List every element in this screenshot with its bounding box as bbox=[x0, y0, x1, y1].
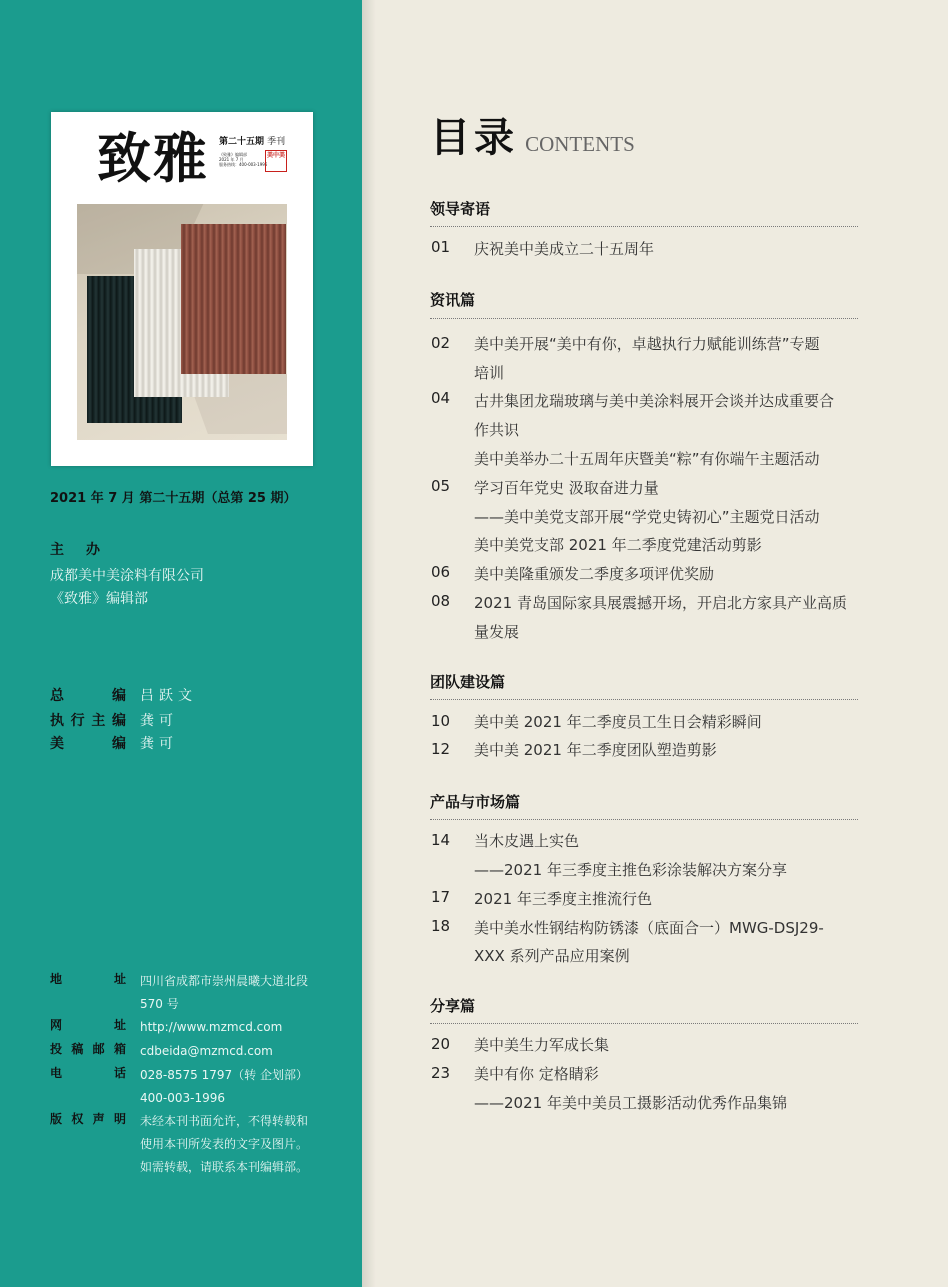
toc-entry[interactable]: ——2021 年美中美员工摄影活动优秀作品集锦 bbox=[474, 1094, 787, 1112]
info-label: 投稿邮箱 bbox=[50, 1042, 126, 1056]
info-value bbox=[140, 970, 308, 1016]
section-heading: 团队建设篇 bbox=[430, 673, 506, 691]
info-line: 未经本刊书面允许，不得转载和 bbox=[140, 1114, 309, 1128]
section-divider bbox=[430, 819, 858, 820]
toc-entry-cont[interactable]: 量发展 bbox=[474, 623, 520, 641]
email-link[interactable]: cdbeida@mzmcd.com bbox=[140, 1044, 273, 1058]
contents-title-en: CONTENTS bbox=[525, 132, 635, 156]
page-number: 10 bbox=[431, 712, 451, 730]
host-label: 主办 bbox=[50, 542, 122, 558]
toc-entry[interactable]: 美中美水性钢结构防锈漆（底面合一）MWG-DSJ29- bbox=[474, 919, 824, 937]
toc-entry[interactable]: 庆祝美中美成立二十五周年 bbox=[474, 240, 655, 258]
info-value bbox=[140, 1016, 282, 1039]
website-link[interactable]: http://www.mzmcd.com bbox=[140, 1020, 283, 1034]
page-number: 08 bbox=[431, 592, 451, 610]
toc-entry[interactable]: 美中有你 定格睛彩 bbox=[474, 1065, 599, 1083]
info-line: 028-8575 1797（转 企划部） bbox=[140, 1068, 308, 1082]
info-value bbox=[140, 1040, 273, 1063]
info-value bbox=[140, 1110, 308, 1179]
page-number: 17 bbox=[431, 888, 451, 906]
toc-entry-cont[interactable]: 培训 bbox=[474, 364, 505, 382]
toc-entry[interactable]: 2021 青岛国际家具展震撼开场，开启北方家具产业高质 bbox=[474, 594, 847, 612]
red-panel-sample bbox=[181, 224, 286, 374]
host-line: 成都美中美涂料有限公司 bbox=[50, 568, 204, 584]
toc-entry[interactable]: 美中美党支部 2021 年二季度党建活动剪影 bbox=[474, 536, 762, 554]
toc-entry[interactable]: 学习百年党史 汲取奋进力量 bbox=[474, 479, 659, 497]
section-heading: 领导寄语 bbox=[430, 200, 491, 218]
info-line: 使用本刊所发表的文字及图片。 bbox=[140, 1137, 309, 1151]
toc-entry[interactable]: 美中美生力军成长集 bbox=[474, 1036, 610, 1054]
section-divider bbox=[430, 226, 858, 227]
cover-meta-line: 2021 年 7 月 bbox=[219, 157, 244, 162]
section-divider bbox=[430, 318, 858, 319]
section-divider bbox=[430, 1023, 858, 1024]
toc-entry[interactable]: ——美中美党支部开展“学党史铸初心”主题党日活动 bbox=[474, 508, 820, 526]
section-heading: 分享篇 bbox=[430, 997, 476, 1015]
toc-entry[interactable]: 美中美隆重颁发二季度多项评优奖励 bbox=[474, 565, 715, 583]
staff-label: 美编 bbox=[50, 736, 126, 752]
toc-entry-cont[interactable]: XXX 系列产品应用案例 bbox=[474, 947, 630, 965]
section-heading: 资讯篇 bbox=[430, 291, 476, 309]
page-number: 18 bbox=[431, 917, 451, 935]
staff-label: 执行主编 bbox=[50, 713, 126, 729]
cover-issue-number: 第二十五期 bbox=[219, 137, 265, 147]
info-label: 版权声明 bbox=[50, 1112, 126, 1126]
info-value bbox=[140, 1064, 308, 1110]
toc-entry[interactable]: 美中美举办二十五周年庆暨美“粽”有你端午主题活动 bbox=[474, 450, 820, 468]
info-label: 网址 bbox=[50, 1018, 126, 1032]
info-line: 400-003-1996 bbox=[140, 1091, 226, 1105]
publication-date: 2021 年 7 月 第二十五期（总第 25 期） bbox=[50, 491, 297, 506]
page-number: 12 bbox=[431, 740, 451, 758]
page-number: 23 bbox=[431, 1064, 451, 1082]
info-label: 地址 bbox=[50, 972, 126, 986]
toc-entry[interactable]: 当木皮遇上实色 bbox=[474, 832, 580, 850]
page-number: 02 bbox=[431, 334, 451, 352]
page-number: 05 bbox=[431, 477, 451, 495]
contents-title-cn: 目录 bbox=[430, 114, 518, 161]
page-number: 14 bbox=[431, 831, 451, 849]
contents-title bbox=[430, 106, 635, 163]
cover-issue bbox=[219, 137, 285, 148]
cover-meta-line: 《致雅》编辑部 bbox=[219, 152, 247, 157]
toc-entry[interactable]: 美中美 2021 年二季度员工生日会精彩瞬间 bbox=[474, 713, 762, 731]
cover-seal: 美中美 bbox=[265, 150, 287, 172]
page-number: 20 bbox=[431, 1035, 451, 1053]
section-heading: 产品与市场篇 bbox=[430, 793, 521, 811]
staff-value: 吕跃文 bbox=[140, 688, 197, 704]
magazine-cover bbox=[51, 112, 313, 466]
page-number: 06 bbox=[431, 563, 451, 581]
toc-entry[interactable]: ——2021 年三季度主推色彩涂装解决方案分享 bbox=[474, 861, 787, 879]
section-divider bbox=[430, 699, 858, 700]
page-number: 04 bbox=[431, 389, 451, 407]
cover-title: 致雅 bbox=[97, 126, 209, 190]
info-label: 电话 bbox=[50, 1066, 126, 1080]
staff-value: 龚可 bbox=[140, 736, 178, 752]
toc-entry[interactable]: 美中美开展“美中有你，卓越执行力赋能训练营”专题 bbox=[474, 335, 820, 353]
sidebar-panel bbox=[0, 0, 362, 1287]
host-line: 《致雅》编辑部 bbox=[50, 591, 148, 607]
cover-kind: 季刊 bbox=[267, 137, 286, 147]
info-line: 如需转载，请联系本刊编辑部。 bbox=[140, 1160, 309, 1174]
toc-entry[interactable]: 美中美 2021 年二季度团队塑造剪影 bbox=[474, 741, 717, 759]
staff-value: 龚可 bbox=[140, 713, 178, 729]
cover-meta bbox=[219, 152, 267, 167]
toc-entry-cont[interactable]: 作共识 bbox=[474, 421, 520, 439]
info-line: 四川省成都市崇州晨曦大道北段 bbox=[140, 974, 309, 988]
toc-entry[interactable]: 2021 年三季度主推流行色 bbox=[474, 890, 652, 908]
toc-entry[interactable]: 古井集团龙瑞玻璃与美中美涂料展开会谈并达成重要合 bbox=[474, 392, 835, 410]
info-line: 570 号 bbox=[140, 997, 179, 1011]
cover-photo bbox=[77, 204, 287, 440]
page-number: 01 bbox=[431, 238, 451, 256]
staff-label: 总编 bbox=[50, 688, 126, 704]
cover-meta-line: 服务热线：400-003-1996 bbox=[219, 162, 268, 167]
